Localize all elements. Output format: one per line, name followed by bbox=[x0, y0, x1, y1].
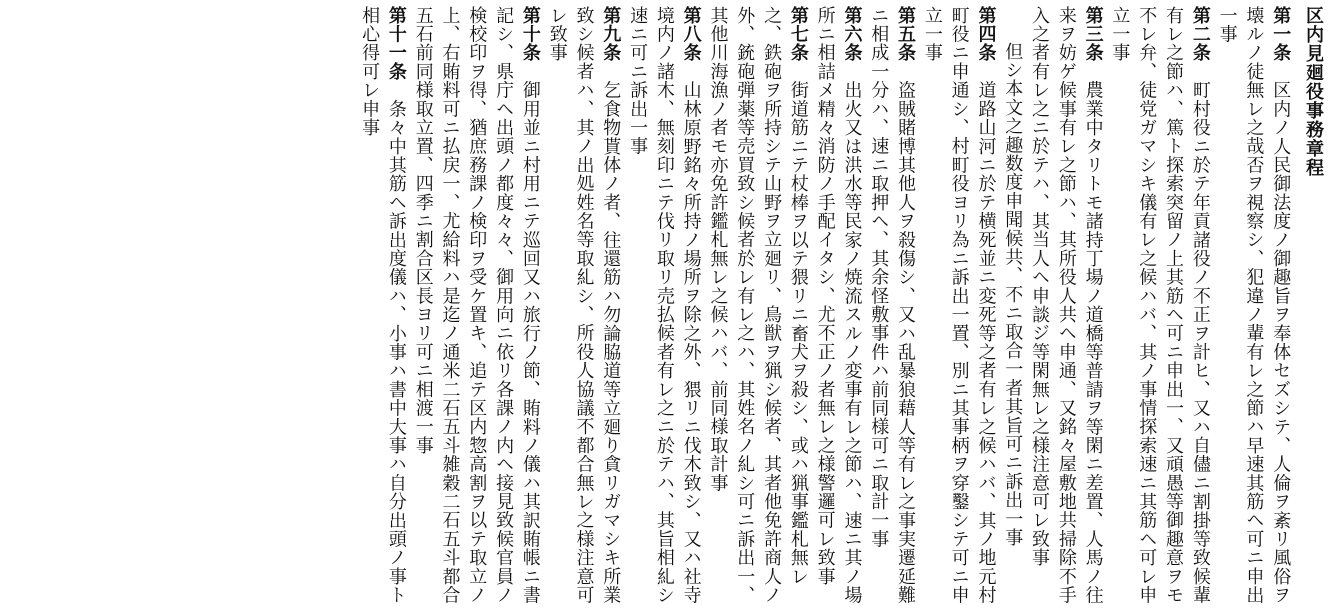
article-4 bbox=[918, 6, 998, 609]
article-text: 道路山河ニ於テ横死並ニ変死等之者有レ之候ハバ、其ノ地元村町役ニ申通シ、村町役ヨリ為ニ訴出一置、別ニ其事柄ヲ穿鑿シテ可ニ申立一事 bbox=[921, 6, 997, 605]
article-number: 第十条 bbox=[519, 6, 541, 63]
article-3 bbox=[1025, 6, 1105, 609]
article-text: 山林原野銘々所持ノ場所ヲ除之外、猥リニ伐木致シ、又ハ社寺境内ノ諸木、無刻印ニテ伐リ取リ売払候者有レ之ニ於テハ、其旨相糺シ速ニ可ニ訴出一事 bbox=[627, 6, 702, 605]
article-7 bbox=[704, 6, 811, 609]
article-number: 第六条 bbox=[841, 6, 863, 63]
article-text: 乞食物貰体ノ者、往還筋ハ勿論脇道等立廻り貪リガマシキ所業致シ候者ハ、其ノ出処姓名等取糺シ、所役人協議不都合無レ之様注意可レ致事 bbox=[546, 6, 622, 605]
proviso-text: 但シ本文之趣数度申聞候共、不ニ取合一者其旨可ニ訴出一事 bbox=[1002, 42, 1024, 547]
article-number: 第二条 bbox=[1189, 6, 1211, 63]
article-number: 第三条 bbox=[1082, 6, 1104, 63]
article-11 bbox=[355, 6, 409, 609]
article-8 bbox=[623, 6, 703, 609]
article-number: 第七条 bbox=[787, 6, 809, 63]
article-2 bbox=[1106, 6, 1213, 609]
article-6 bbox=[811, 6, 865, 609]
article-number: 第四条 bbox=[975, 6, 997, 63]
article-number: 第九条 bbox=[600, 6, 622, 63]
article-text: 盗賊賭博其他人ヲ殺傷シ、又ハ乱暴狼藉人等有レ之事実遷延難ニ相成一分ハ、速ニ取押ヘ、其余怪敷事件ハ前同様可ニ取計一事 bbox=[868, 6, 917, 605]
article-number: 第八条 bbox=[680, 6, 702, 63]
document-title bbox=[1299, 6, 1326, 609]
article-text: 御用並ニ村用ニテ巡回又ハ旅行ノ節、賄料ノ儀ハ其訳賄帳ニ書記シ、県庁ヘ出頭ノ都度々々、御用向ニ依リ各課ノ内ヘ接見致候官員ノ検校印ヲ得、猶庶務課ノ検印ヲ受ケ置キ、追テ区内惣高割ヲ以テ取立ノ上、右賄料可ニ払戻一、尤給料ハ是迄ノ通米二石五斗雑穀二石五斗都合五石前同様取立置、四季ニ割合区長ヨリ可ニ相渡一事 bbox=[412, 6, 541, 605]
article-text: 町村役ニ於テ年貢諸役ノ不正ヲ計ヒ、又ハ自儘ニ割掛等致候輩有レ之節ハ、篤ト探索突留ノ上其筋ヘ可ニ申出一、又頑愚等御趣意ヲモ不レ弁、徒党ガマシキ儀有レ之候ハバ、其ノ事情探索速ニ其筋ヘ可レ申立一事 bbox=[1109, 6, 1211, 605]
article-text: 区内ノ人民御法度ノ御趣旨ヲ奉体セズシテ、人倫ヲ紊リ風俗ヲ壊ルノ徒無レ之哉否ヲ視察シ、犯違ノ輩有レ之節ハ早速其筋ヘ可ニ申出一事 bbox=[1216, 6, 1292, 605]
article-text: 出火又は洪水等民家ノ焼流スルノ変事有レ之節ハ、速ニ其ノ場所ニ相詰メ精々消防ノ手配イタシ、尤不正ノ者無レ之様警邏可レ致事 bbox=[814, 6, 863, 605]
article-text: 条々中其筋ヘ訴出度儀ハ、小事ハ書中大事ハ自分出頭ノ事ト相心得可レ申事 bbox=[359, 6, 407, 605]
article-10 bbox=[409, 6, 543, 609]
article-text: 農業中タリトモ諸持丁場ノ道橋等普請ヲ等閑ニ差置、人馬ノ往来ヲ妨ゲ候事有レ之節ハ、其所役人共ヘ申通、又銘々屋敷地共掃除不手入之者有レ之ニ於テハ、其当人ヘ申談ジ等閑無レ之様注意可レ致事 bbox=[1029, 6, 1104, 605]
article-9 bbox=[543, 6, 623, 609]
article-number: 第五条 bbox=[895, 6, 917, 63]
article-5 bbox=[864, 6, 918, 609]
article-text: 街道筋ニテ杖棒ヲ以テ猥リニ畜犬ヲ殺シ、或ハ猟事鑑札無レ之、鉄砲ヲ所持シテ山野ヲ立廻リ、鳥獣ヲ猟シ候者、其者他免許商人ノ外、銃砲弾薬等売買致シ候者於レ有レ之ハ、其姓名ノ糺シ可ニ訴出一、其他川海漁ノ者モ亦免許鑑札無レ之候ハバ、前同様取計事 bbox=[707, 6, 809, 605]
article-1 bbox=[1213, 6, 1293, 609]
article-3-proviso bbox=[998, 6, 1025, 609]
article-number: 第十一条 bbox=[385, 6, 407, 81]
article-number: 第一条 bbox=[1270, 6, 1292, 63]
document-title-text: 区内見廻役事務章程 bbox=[1303, 6, 1324, 177]
